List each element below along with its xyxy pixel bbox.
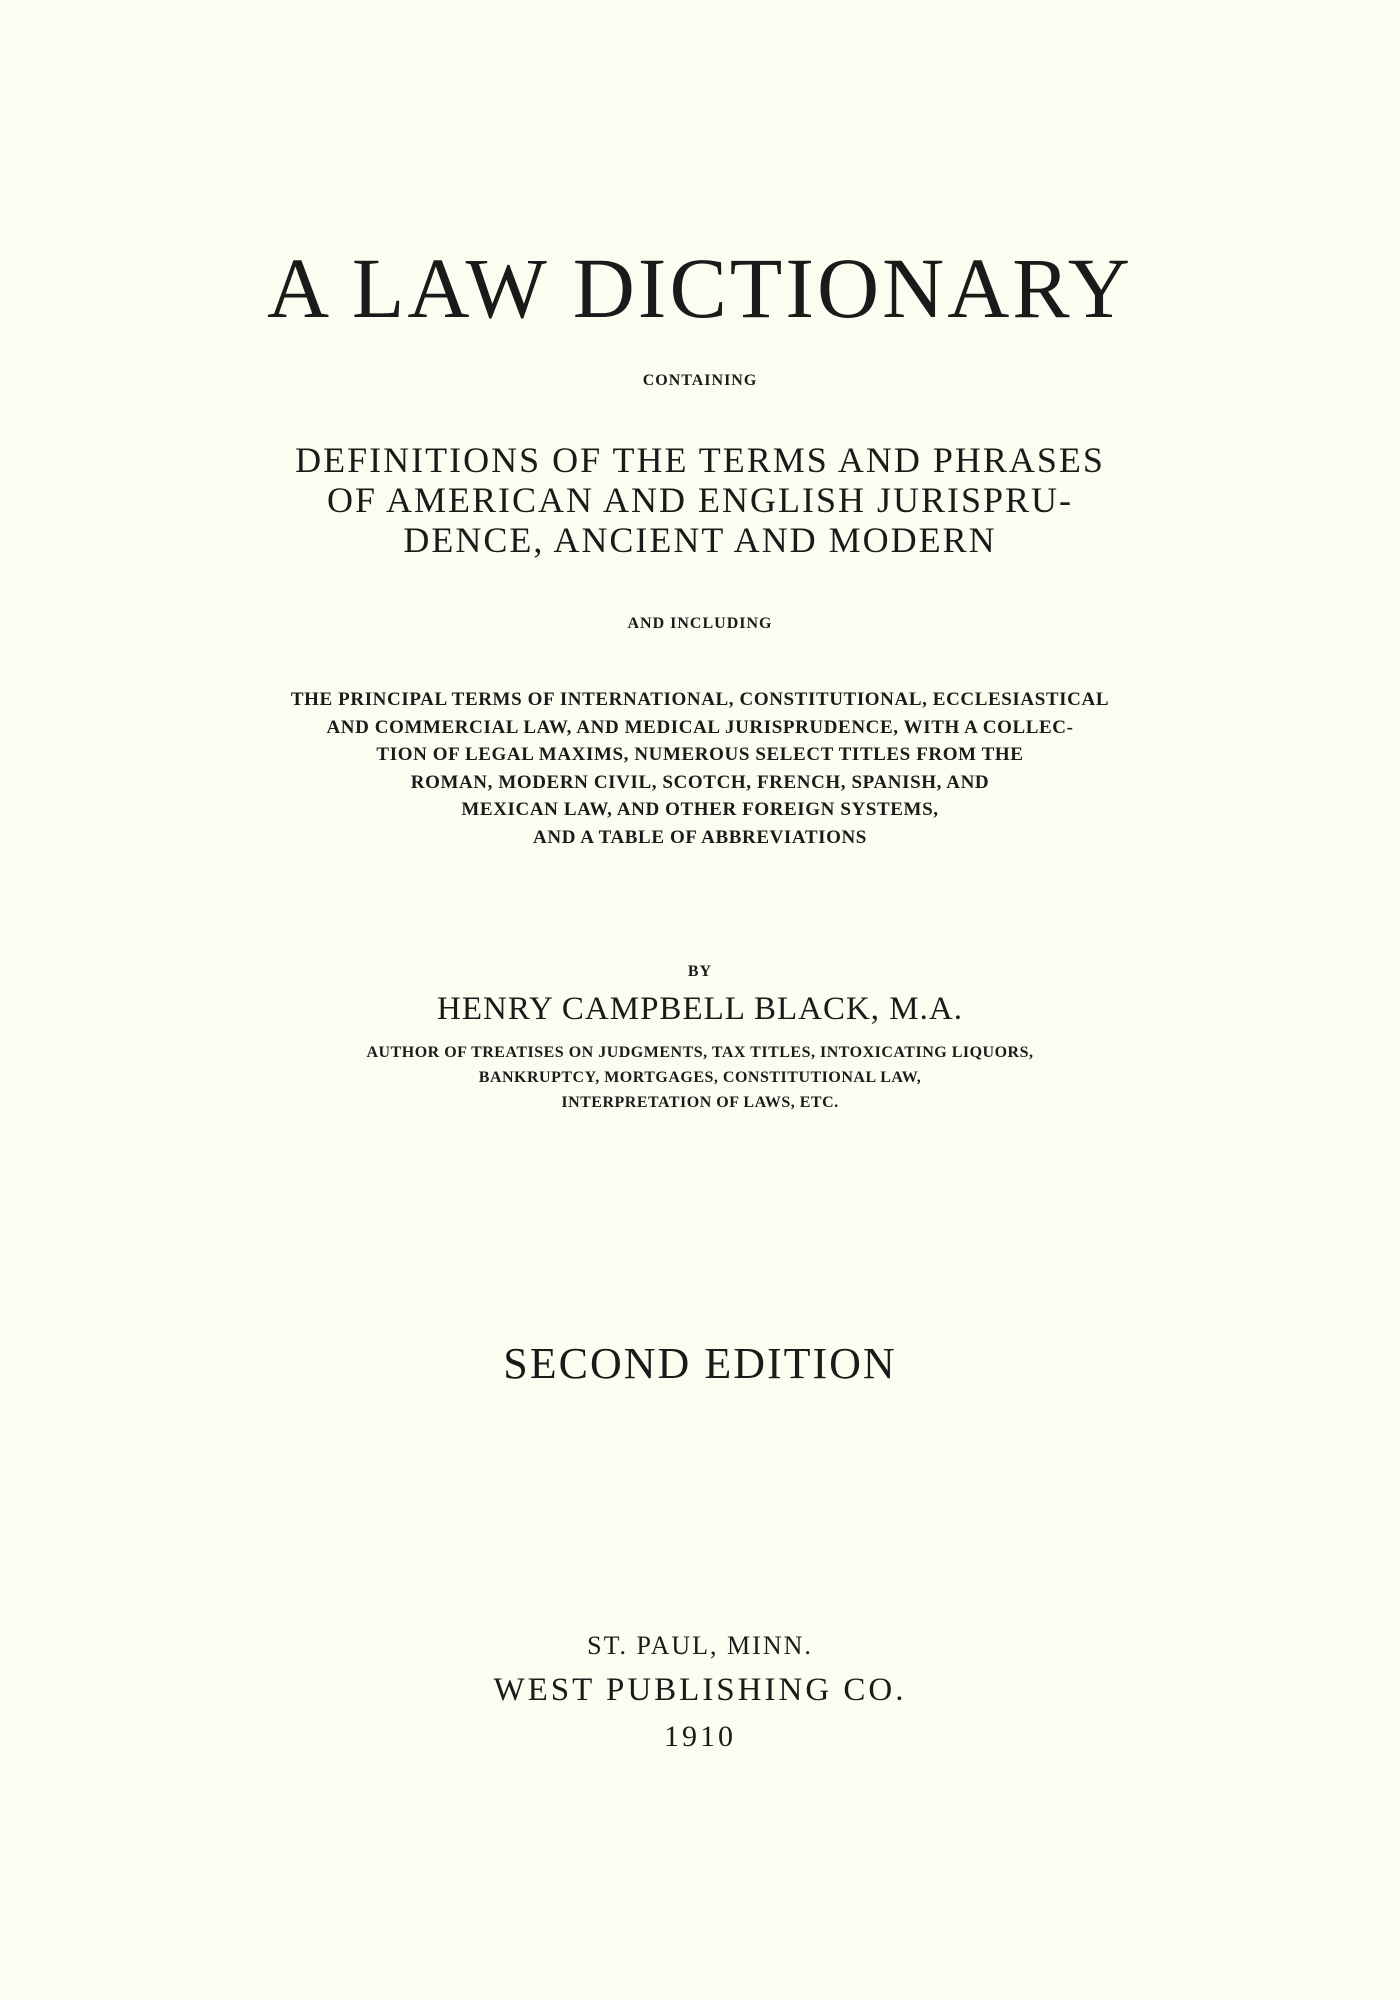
publisher-city: ST. PAUL, MINN. (587, 1631, 813, 1660)
publisher-name: WEST PUBLISHING CO. (493, 1672, 907, 1708)
credentials-line: AUTHOR OF TREATISES ON JUDGMENTS, TAX TITLES, INTOXICATING LIQUORS, (366, 1044, 1034, 1061)
author-credentials (0, 1040, 1400, 1115)
definitions-line: OF AMERICAN AND ENGLISH JURISPRU- (326, 480, 1074, 520)
principal-line: MEXICAN LAW, AND OTHER FOREIGN SYSTEMS, (461, 799, 939, 821)
credentials-line: BANKRUPTCY, MORTGAGES, CONSTITUTIONAL LAW, (478, 1069, 922, 1086)
edition-label: SECOND EDITION (503, 1339, 897, 1388)
author-name: HENRY CAMPBELL BLACK, M.A. (437, 991, 963, 1027)
principal-line: TION OF LEGAL MAXIMS, NUMEROUS SELECT TITLES FROM THE (376, 744, 1024, 766)
principal-terms-block (0, 686, 1400, 852)
by-label: BY (687, 963, 713, 980)
principal-line: ROMAN, MODERN CIVIL, SCOTCH, FRENCH, SPANISH, AND (410, 771, 990, 793)
principal-line: AND COMMERCIAL LAW, AND MEDICAL JURISPRUDENCE, WITH A COLLEC- (326, 716, 1074, 738)
definitions-line: DEFINITIONS OF THE TERMS AND PHRASES (295, 440, 1105, 480)
definitions-line: DENCE, ANCIENT AND MODERN (403, 520, 997, 560)
definitions-block (0, 440, 1400, 560)
book-title: A LAW DICTIONARY (266, 240, 1134, 336)
principal-line: THE PRINCIPAL TERMS OF INTERNATIONAL, CONSTITUTIONAL, ECCLESIASTICAL (290, 689, 1110, 710)
principal-line: AND A TABLE OF ABBREVIATIONS (533, 826, 867, 848)
containing-label: CONTAINING (642, 372, 758, 389)
including-label: AND INCLUDING (627, 615, 773, 632)
credentials-line: INTERPRETATION OF LAWS, ETC. (561, 1094, 839, 1111)
publication-year: 1910 (664, 1720, 736, 1753)
